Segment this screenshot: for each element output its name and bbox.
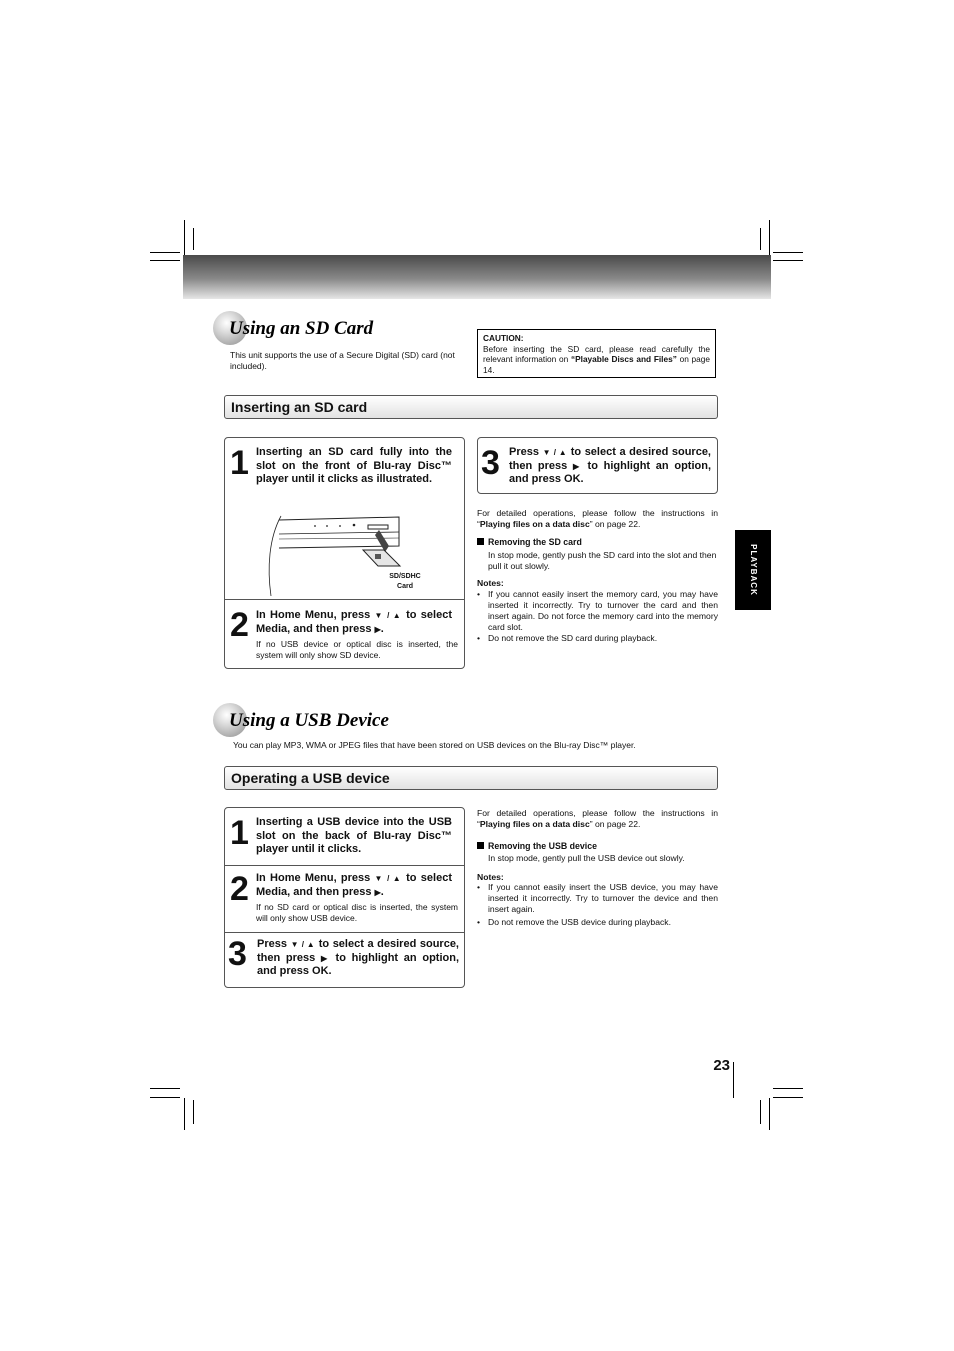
header-band: [183, 255, 771, 299]
step-number: 3: [481, 444, 500, 482]
sd-step3-text: Press ▼ / ▲ to select a desired source, then press ▶ to highlight an option, and press OK.: [509, 446, 712, 485]
sd-notes-title: Notes:: [477, 578, 504, 588]
square-bullet-icon: [477, 538, 484, 545]
crop-mark: [760, 228, 761, 250]
usb-removing-title: Removing the USB device: [477, 841, 597, 851]
crop-mark: [184, 1098, 185, 1130]
page-number: 23: [713, 1057, 730, 1074]
sd-removing-text: In stop mode, gently push the SD card into the slot and then pull it out slowly.: [488, 550, 717, 571]
usb-step1-text: Inserting a USB device into the USB slot on the back of Blu-ray Disc™ player until it clicks.: [256, 816, 452, 855]
crop-mark: [150, 252, 180, 253]
sd-removing-title: Removing the SD card: [477, 537, 582, 547]
sd-steps-box: [224, 437, 465, 669]
crop-mark: [760, 1100, 761, 1124]
crop-mark: [150, 1097, 180, 1098]
step-number: 1: [230, 814, 249, 852]
crop-mark: [773, 1088, 803, 1089]
step-number: 1: [230, 444, 249, 482]
step-divider: [225, 599, 464, 600]
list-item: • Do not remove the USB device during playback.: [477, 917, 718, 928]
crop-mark: [150, 1088, 180, 1089]
side-tab: [735, 530, 771, 610]
up-down-arrow-icon: ▼ / ▲: [290, 940, 316, 949]
right-arrow-icon: ▶: [374, 624, 381, 634]
step-divider: [225, 865, 464, 866]
usb-steps-box: [224, 807, 465, 988]
caution-box: [477, 329, 716, 378]
usb-step2-note: If no SD card or optical disc is inserted, the system will only show USB device.: [256, 902, 458, 923]
right-arrow-icon: ▶: [321, 953, 330, 963]
list-item: • If you cannot easily insert the memory card, you may have inserted it incorrectly. Try to turnover the card and then insert again. Do not force the memory card into the memory card slot.: [477, 589, 718, 633]
usb-subheading: Operating a USB device: [224, 766, 718, 790]
list-item: • Do not remove the SD card during playback.: [477, 633, 718, 644]
square-bullet-icon: [477, 842, 484, 849]
sd-subheading: Inserting an SD card: [224, 395, 718, 419]
right-arrow-icon: ▶: [374, 887, 381, 897]
sd-step1-text: Inserting an SD card fully into the slot on the front of Blu-ray Disc™ player until it clicks as illustrated.: [256, 446, 452, 485]
step-number: 2: [230, 870, 249, 908]
up-down-arrow-icon: ▼ / ▲: [542, 448, 568, 457]
sd-intro: This unit supports the use of a Secure Digital (SD) card (not included).: [230, 350, 455, 371]
step-divider: [225, 932, 464, 933]
usb-step3-text: Press ▼ / ▲ to select a desired source, then press ▶ to highlight an option, and press OK.: [257, 938, 460, 977]
crop-mark: [193, 1100, 194, 1124]
caution-title: CAUTION:: [483, 333, 524, 343]
up-down-arrow-icon: ▼ / ▲: [374, 611, 402, 620]
list-item: • If you cannot easily insert the USB device, you may have inserted it incorrectly. Try to turnover the device and then insert again.: [477, 882, 718, 915]
up-down-arrow-icon: ▼ / ▲: [374, 874, 402, 883]
page-number-rule: [733, 1062, 734, 1098]
illustration-label: SD/SDHC Card: [389, 573, 421, 590]
usb-intro: You can play MP3, WMA or JPEG files that have been stored on USB devices on the Blu-ray Disc™ player.: [233, 740, 636, 750]
crop-mark: [184, 220, 185, 256]
step-number: 2: [230, 606, 249, 644]
usb-notes-list: [477, 882, 718, 928]
sd-step2-note: If no USB device or optical disc is inserted, the system will only show SD device.: [256, 639, 458, 660]
crop-mark: [773, 1097, 803, 1098]
usb-section-title: Using a USB Device: [229, 710, 389, 731]
usb-removing-text: In stop mode, gently pull the USB device out slowly.: [488, 853, 685, 863]
crop-mark: [193, 228, 194, 250]
crop-mark: [773, 260, 803, 261]
sd-notes-list: [477, 589, 718, 644]
usb-step2-text: In Home Menu, press ▼ / ▲ to select Media, and then press ▶.: [256, 872, 452, 898]
crop-mark: [773, 252, 803, 253]
crop-mark: [150, 260, 180, 261]
sd-section-title: Using an SD Card: [229, 318, 374, 339]
caution-text: Before inserting the SD card, please read carefully the relevant information on “Playable Discs and Files” on page 14.: [483, 343, 710, 375]
crop-mark: [769, 1098, 770, 1130]
sd-detail-text: For detailed operations, please follow the instructions in “Playing files on a data disc” on page 22.: [477, 508, 718, 529]
sd-step2-text: In Home Menu, press ▼ / ▲ to select Media, and then press ▶.: [256, 609, 452, 635]
step-number: 3: [228, 935, 247, 973]
usb-notes-title: Notes:: [477, 872, 504, 882]
sd-step3-box: [477, 437, 718, 494]
crop-mark: [769, 220, 770, 256]
right-arrow-icon: ▶: [573, 461, 582, 471]
side-tab-label: PLAYBACK: [749, 544, 758, 596]
usb-detail-text: For detailed operations, please follow the instructions in “Playing files on a data disc” on page 22.: [477, 808, 718, 829]
